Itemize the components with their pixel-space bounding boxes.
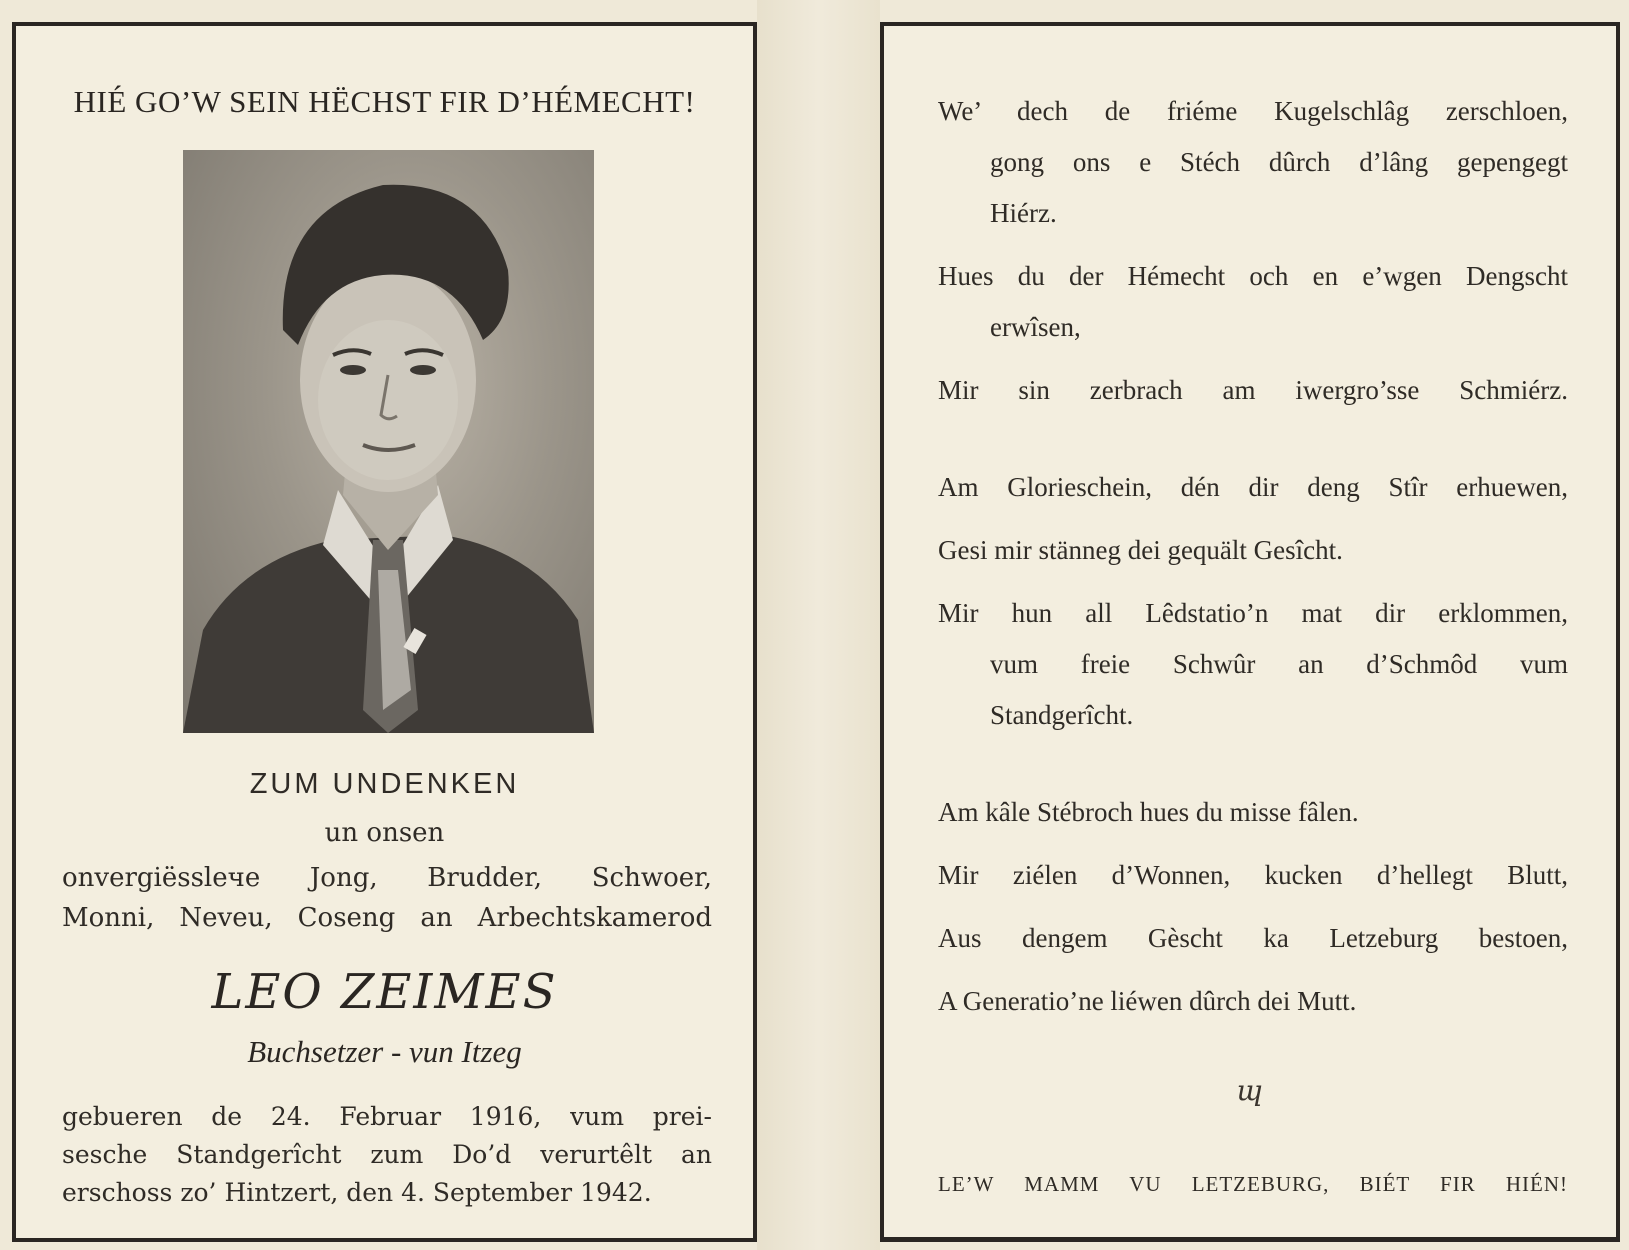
poem-line: Mir hun all Lêdstatio’n mat dir erklommen,	[938, 598, 1568, 628]
poem-line: vum freie Schwûr an d’Schmôd vum	[990, 649, 1568, 679]
memorial-poem	[938, 86, 1568, 1027]
memento-title: ZUM UNDENKEN	[249, 768, 520, 800]
life-dates-text	[62, 1098, 712, 1212]
left-card-page	[12, 22, 757, 1242]
relations-line: Monni, Neveu, Coseng an Arbechtskamerod	[62, 903, 712, 933]
poem-line: A Generatio’ne liéwen dûrch dei Mutt.	[938, 986, 1357, 1016]
portrait-photo	[183, 150, 594, 733]
poem-line: Gesi mir stänneg dei gequält Gesîcht.	[938, 535, 1343, 565]
dates-line: gebueren de 24. Februar 1916, vum prei-	[62, 1102, 712, 1131]
poem-line: Am kâle Stébroch hues du misse fâlen.	[938, 797, 1359, 827]
poem-line: Standgerîcht.	[990, 700, 1134, 730]
right-card-page	[880, 22, 1620, 1242]
dates-line: sesche Standgerîcht zum Do’d verurtêlt an	[62, 1140, 712, 1169]
relations-line: onvergiësslече Jong, Brudder, Schwoer,	[62, 863, 712, 893]
poem-line: Hues du der Hémecht och en e’wgen Dengscht	[938, 261, 1568, 291]
poem-line: Am Glorieschein, dén dir deng Stîr erhuewen,	[938, 472, 1568, 502]
poem-line: gong ons e Stéch dûrch d’lâng gepengegt	[990, 147, 1568, 177]
relations-text	[62, 858, 712, 938]
poem-line: Mir sin zerbrach am iwergro’sse Schmiérz.	[938, 375, 1568, 405]
monogram-mark: ɰ	[1236, 1074, 1264, 1107]
poem-line: Mir ziélen d’Wonnen, kucken d’hellegt Blutt,	[938, 860, 1568, 890]
poem-line: We’ dech de friéme Kugelschlâg zerschloen,	[938, 96, 1568, 126]
deceased-name: LEO ZEIMES	[211, 964, 558, 1020]
poem-line: erwîsen,	[990, 312, 1081, 342]
dates-line: erschoss zo’ Hintzert, den 4. September 1942.	[62, 1178, 652, 1207]
poem-line: Aus dengem Gèscht ka Letzeburg bestoen,	[938, 923, 1568, 953]
poem-line: Hiérz.	[990, 198, 1057, 228]
closing-prayer: LE’W MAMM VU LETZEBURG, BIÉT FIR HIÉN!	[938, 1172, 1568, 1196]
card-fold-spine	[757, 0, 880, 1250]
headline: HIÉ GO’W SEIN HËCHST FIR D’HÉMECHT!	[73, 84, 696, 119]
memento-subtitle: un onsen	[324, 818, 445, 848]
profession: Buchsetzer - vun Itzeg	[247, 1034, 522, 1069]
